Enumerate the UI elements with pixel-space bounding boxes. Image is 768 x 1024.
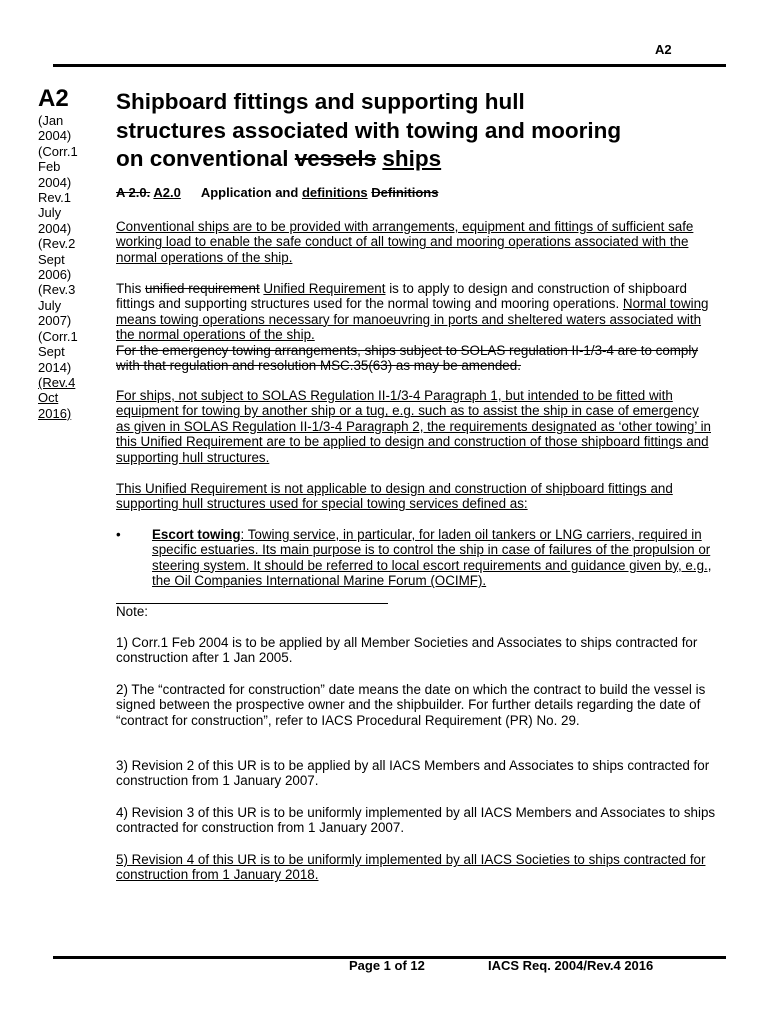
note-3: 3) Revision 2 of this UR is to be applied by all IACS Members and Associates to ships contracted for construction from 1 January 2007. <box>116 758 710 789</box>
section-heading-prefix: Application and <box>200 185 302 200</box>
bullet-text: : Towing service, in particular, for laden oil tankers or LNG carriers, required in specific estuaries. Its main purpose is to control the ship in case of failures of the propulsion or steering system. It should be referred to local escort requirements and guidance given by, e.g., the Oil Companies International Marine Forum (OCIMF). <box>152 527 712 589</box>
bullet-term: Escort towing <box>152 527 241 542</box>
history-line: 2007) <box>38 313 72 329</box>
history-line-new: (Rev.4 <box>38 374 76 390</box>
p2-inserted-2: Normal towing means towing operations necessary for manoeuvring in ports and sheltered waters associated with the normal operations of the ship. <box>116 296 709 343</box>
section-heading-deleted: Definitions <box>371 185 439 200</box>
history-line: 2004) <box>38 128 72 144</box>
footer-reference: IACS Req. 2004/Rev.4 2016 <box>488 958 654 973</box>
margin-code: A2 <box>38 85 69 112</box>
history-line: 2014) <box>38 359 72 375</box>
paragraph-2 <box>116 281 716 373</box>
history-line: July <box>38 297 62 313</box>
note-2: 2) The “contracted for construction” date means the date on which the contract to build the vessel is signed between the prospective owner and the shipbuilder. For further details regarding the date of “contract for construction”, refer to IACS Procedural Requirement (PR) No. 29. <box>116 682 706 728</box>
title-inserted-word: ships <box>382 146 442 171</box>
history-line: (Corr.1 <box>38 143 78 159</box>
title-line-3 <box>116 145 716 174</box>
p2-deleted: unified requirement <box>145 281 260 296</box>
section-heading <box>116 185 716 200</box>
history-line: Sept <box>38 344 65 360</box>
title-line-1: Shipboard fittings and supporting hull <box>116 89 525 114</box>
header-code: A2 <box>655 42 672 57</box>
section-new-number: A2.0 <box>153 185 181 200</box>
history-line: Rev.1 <box>38 190 71 206</box>
p2-text-a: This <box>116 281 146 296</box>
history-line-new: Oct <box>38 390 59 406</box>
p2-deleted-2: For the emergency towing arrangements, ships subject to SOLAS regulation II-1/3-4 are to comply with that regulation and resolution MSC.35(63) as may be amended. <box>116 342 699 374</box>
note-label: Note: <box>116 604 149 619</box>
document-title <box>116 88 716 174</box>
history-line: July <box>38 205 62 221</box>
footer-page-number: Page 1 of 12 <box>349 958 425 973</box>
history-line: Feb <box>38 159 61 175</box>
paragraph-4: This Unified Requirement is not applicable to design and construction of shipboard fittings and supporting hull structures used for special towing services defined as: <box>116 481 673 512</box>
history-line: (Jan <box>38 113 64 128</box>
section-old-number: A 2.0. <box>116 185 151 200</box>
title-prefix: on conventional <box>116 146 295 171</box>
history-line: 2006) <box>38 267 72 283</box>
paragraph-3: For ships, not subject to SOLAS Regulation II-1/3-4 Paragraph 1, but intended to be fitted with equipment for towing by another ship or a tug, e.g. such as to assist the ship in case of emergency as given in SOLAS Regulation II-1/3-4 Paragraph 2, the requirements designated as ‘other towing’ in this Unified Requirement are to be applied to design and construction of those shipboard fittings and supporting hull structures. <box>116 388 711 465</box>
title-deleted-word: vessels <box>294 146 377 171</box>
note-1: 1) Corr.1 Feb 2004 is to be applied by all Member Societies and Associates to ships contracted for construction after 1 Jan 2005. <box>116 635 698 666</box>
section-heading-inserted: definitions <box>301 185 368 200</box>
history-line: Sept <box>38 251 65 267</box>
history-line: (Rev.3 <box>38 282 76 298</box>
margin-history <box>38 86 108 421</box>
note-4: 4) Revision 3 of this UR is to be uniformly implemented by all IACS Members and Associates to ships contracted for construction from 1 January 2007. <box>116 805 716 836</box>
title-line-2: structures associated with towing and mooring <box>116 117 622 143</box>
history-line: 2004) <box>38 220 72 236</box>
note-5: 5) Revision 4 of this UR is to be uniformly implemented by all IACS Societies to ships contracted for construction from 1 January 2018. <box>116 852 706 883</box>
history-line: (Corr.1 <box>38 328 78 344</box>
history-line: 2004) <box>38 174 72 190</box>
history-line: (Rev.2 <box>38 236 76 252</box>
revision-history <box>38 113 108 421</box>
bullet-escort-towing <box>152 527 712 589</box>
p2-text-c: is to apply to design and construction of shipboard fittings and supporting structures used for the normal towing and mooring operations. <box>116 281 687 312</box>
history-line-new: 2016) <box>38 405 72 421</box>
bullet-marker: • <box>116 527 121 542</box>
paragraph-1: Conventional ships are to be provided with arrangements, equipment and fittings of sufficient safe working load to enable the safe conduct of all towing and mooring operations associated with the normal operations of the ship. <box>116 219 694 265</box>
p2-inserted: Unified Requirement <box>263 281 386 296</box>
header-rule <box>53 64 726 67</box>
